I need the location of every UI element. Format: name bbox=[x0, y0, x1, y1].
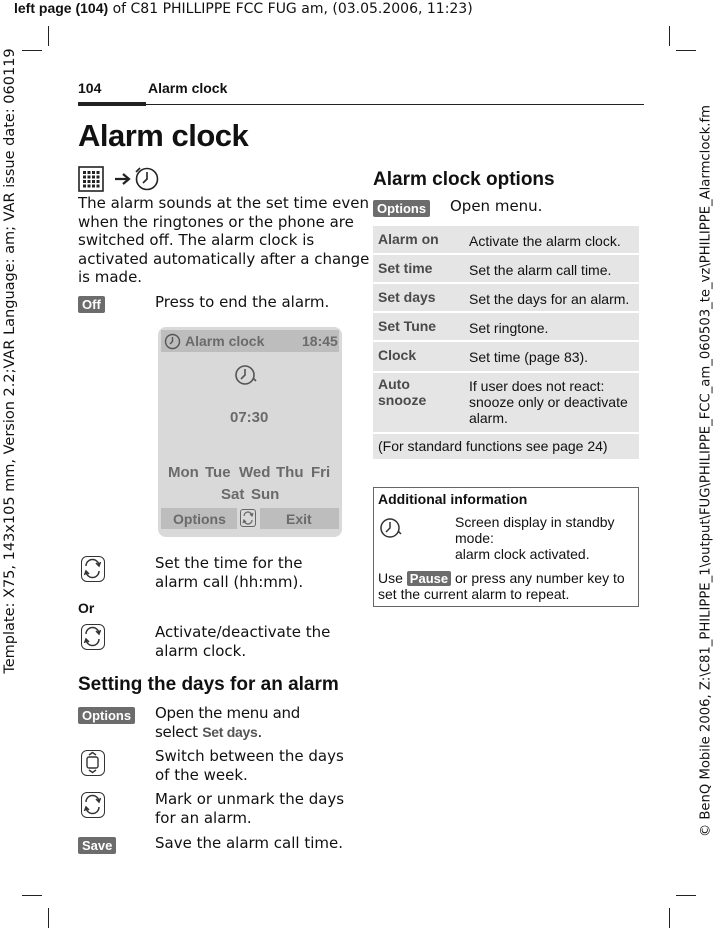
pause-softkey: Pause bbox=[407, 571, 451, 586]
screen-title: Alarm clock bbox=[185, 333, 265, 349]
activate-description: Activate/deactivate the alarm clock. bbox=[155, 623, 331, 660]
crop-mark bbox=[48, 26, 49, 46]
up-down-key-icon bbox=[81, 750, 105, 776]
screen-left-softkey: Options bbox=[173, 511, 226, 527]
option-row-set-tune: Set Tune Set ringtone. bbox=[373, 313, 639, 340]
side-template-info: Template: X75, 143x105 mm, Version 2.2;VAR Language: am; VAR issue date: 060119 bbox=[2, 48, 18, 674]
phone-screen bbox=[158, 327, 342, 537]
option-row-clock: Clock Set time (page 83). bbox=[373, 342, 639, 371]
option-row-set-days: Set days Set the days for an alarm. bbox=[373, 284, 639, 311]
additional-info-box bbox=[373, 487, 639, 607]
navigation-key-icon bbox=[81, 792, 105, 818]
options-open-softkey: Options bbox=[373, 198, 430, 217]
screen-day-mon: Mon bbox=[168, 464, 199, 481]
print-header bbox=[14, 0, 473, 17]
screen-day-thu: Thu bbox=[276, 464, 304, 481]
arrow-right-icon bbox=[114, 169, 134, 193]
options-softkey: Options bbox=[78, 705, 135, 724]
crop-mark bbox=[676, 50, 696, 51]
save-description: Save the alarm call time. bbox=[155, 834, 344, 852]
screen-alarm-time: 07:30 bbox=[230, 409, 269, 426]
page-title: Alarm clock bbox=[78, 118, 249, 153]
standby-alarm-icon bbox=[378, 516, 404, 544]
days-section-title: Setting the days for an alarm bbox=[78, 674, 339, 695]
page-number: 104 bbox=[78, 80, 102, 96]
alarm-clock-icon bbox=[134, 166, 160, 196]
screen-day-wed: Wed bbox=[239, 464, 271, 481]
crop-mark bbox=[669, 26, 670, 46]
option-row-set-time: Set time Set the alarm call time. bbox=[373, 255, 639, 282]
mark-days-description: Mark or unmark the days for an alarm. bbox=[155, 790, 345, 827]
or-label: Or bbox=[78, 600, 95, 616]
header-rule bbox=[78, 104, 644, 105]
menu-grid-icon bbox=[78, 166, 104, 196]
crop-mark bbox=[48, 908, 49, 928]
off-description: Press to end the alarm. bbox=[155, 293, 330, 311]
option-row-alarm-on: Alarm on Activate the alarm clock. bbox=[373, 226, 639, 253]
screen-alarm-small-icon bbox=[164, 333, 181, 354]
screen-nav-icon bbox=[240, 509, 256, 527]
screen-day-fri: Fri bbox=[311, 464, 331, 481]
set-days-menu-label: Set days bbox=[202, 723, 258, 740]
crop-mark bbox=[22, 50, 42, 51]
crop-mark bbox=[22, 895, 42, 896]
crop-mark bbox=[676, 895, 696, 896]
crop-mark bbox=[669, 908, 670, 928]
standby-activated-text: alarm clock activated. bbox=[455, 546, 590, 562]
screen-alarm-icon bbox=[233, 363, 259, 391]
repeat-instruction: Use Pause or press any number key to set the current alarm to repeat. bbox=[378, 570, 625, 602]
standby-display-text: Screen display in standby mode: bbox=[455, 514, 615, 546]
save-softkey: Save bbox=[78, 835, 116, 854]
off-softkey: Off bbox=[78, 294, 105, 313]
print-header-bold: left page (104) bbox=[14, 0, 109, 16]
screen-day-tue: Tue bbox=[205, 464, 231, 481]
option-row-auto-snooze: Auto snooze If user does not react: snooze only or deactivate alarm. bbox=[373, 373, 639, 432]
switch-days-description: Switch between the days of the week. bbox=[155, 747, 344, 784]
navigation-key-icon bbox=[81, 624, 105, 650]
header-rule-thick bbox=[78, 102, 146, 106]
options-footer-row: (For standard functions see page 24) bbox=[373, 434, 639, 459]
navigation-key-icon bbox=[81, 556, 105, 582]
side-copyright: © BenQ Mobile 2006, Z:\C81_PHILIPPE_1\output\FUG\PHILIPPE_FCC_am_060503_te_vz\PHILIPPE_Alarmclock.fm bbox=[698, 105, 714, 837]
running-section-title: Alarm clock bbox=[148, 80, 228, 96]
screen-day-sun: Sun bbox=[251, 486, 280, 503]
screen-clock: 18:45 bbox=[302, 333, 338, 349]
intro-paragraph: The alarm sounds at the set time even when the ringtones or the phone are switched off. The alarm clock is activated automatically after a change is made. bbox=[78, 194, 370, 286]
screen-right-softkey: Exit bbox=[286, 511, 312, 527]
screen-day-sat: Sat bbox=[221, 486, 245, 503]
print-header-rest: of C81 PHILLIPPE FCC FUG am, (03.05.2006, 11:23) bbox=[108, 1, 473, 17]
options-description: Open the menu and select Set days. bbox=[155, 704, 300, 741]
options-open-description: Open menu. bbox=[450, 197, 543, 215]
additional-info-title: Additional information bbox=[378, 491, 528, 507]
set-time-description: Set the time for the alarm call (hh:mm). bbox=[155, 554, 304, 591]
options-section-title: Alarm clock options bbox=[373, 169, 555, 190]
